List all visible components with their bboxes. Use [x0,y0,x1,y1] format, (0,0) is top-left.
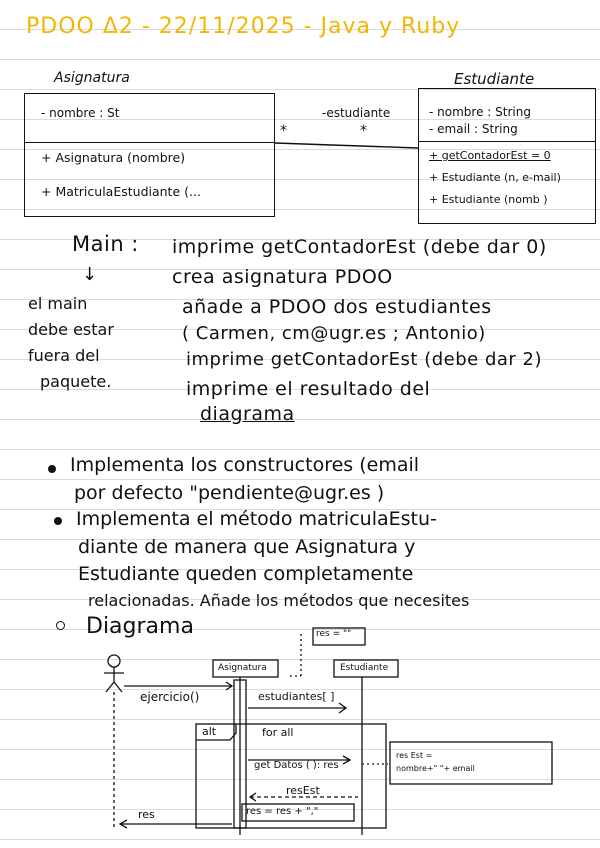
main-step: ( Carmen, cm@ugr.es ; Antonio) [182,323,486,344]
estudiante-method: + Estudiante (nomb ) [429,193,548,206]
estudiante-attribute: - email : String [429,122,518,136]
seq-alt-label: alt [202,725,217,738]
main-label: Main : [72,232,139,256]
main-step: imprime getContadorEst (debe dar 2) [186,349,542,370]
bullet-line: Implementa el método matriculaEstu- [76,508,437,530]
association-multiplicity-left: * [280,123,287,139]
asignatura-attribute: - nombre : St [41,106,120,120]
side-note-line: debe estar [28,320,114,339]
asignatura-class-label: Asignatura [54,70,130,86]
side-note-line: fuera del [28,346,100,365]
seq-assign-res: res = res + "," [246,806,319,817]
bullet-line: diante de manera que Asignatura y [78,536,416,558]
association-multiplicity-right: * [360,123,367,139]
association-role: -estudiante [322,106,391,120]
bullet-line: Estudiante queden completamente [78,563,414,585]
main-step: imprime el resultado del [186,378,431,400]
bullet-line: relacionadas. Añade los métodos que necesites [88,591,470,610]
asignatura-method: + MatriculaEstudiante (... [41,184,201,199]
seq-return-resest: resEst [286,784,320,797]
asignatura-method: + Asignatura (nombre) [41,150,186,165]
seq-note-res-line: nombre+" "+ email [396,764,475,773]
seq-guard: for all [262,726,294,739]
down-arrow-icon: ↓ [82,264,98,285]
lifeline-estudiante: Estudiante [340,663,389,673]
seq-msg-getdatos: get Datos ( ): res [254,760,339,771]
estudiante-class-label: Estudiante [454,70,535,88]
main-step: crea asignatura PDOO [172,266,393,288]
estudiante-method: + Estudiante (n, e-mail) [429,171,561,184]
side-note-line: el main [28,294,88,313]
estudiante-method: + getContadorEst = 0 [429,149,551,162]
main-step: añade a PDOO dos estudiantes [182,296,492,318]
estudiante-attribute: - nombre : String [429,105,531,119]
lifeline-asignatura: Asignatura [218,663,267,673]
main-step: diagrama [200,403,295,425]
seq-note-res-line: res Est = [396,751,433,760]
seq-msg-estudiantes: estudiantes[ ] [258,690,335,703]
page-title: PDOO Δ2 - 22/11/2025 - Java y Ruby [26,14,461,39]
main-step: imprime getContadorEst (debe dar 0) [172,236,547,258]
seq-return-res: res [138,808,155,821]
seq-call-ejercicio: ejercicio() [140,690,200,704]
side-note-line: paquete. [40,372,112,391]
bullet-line: Diagrama [86,614,194,639]
seq-note-top: res = "" [316,629,352,639]
bullet-line: por defecto "pendiente@ugr.es ) [74,482,385,504]
bullet-line: Implementa los constructores (email [70,454,420,476]
